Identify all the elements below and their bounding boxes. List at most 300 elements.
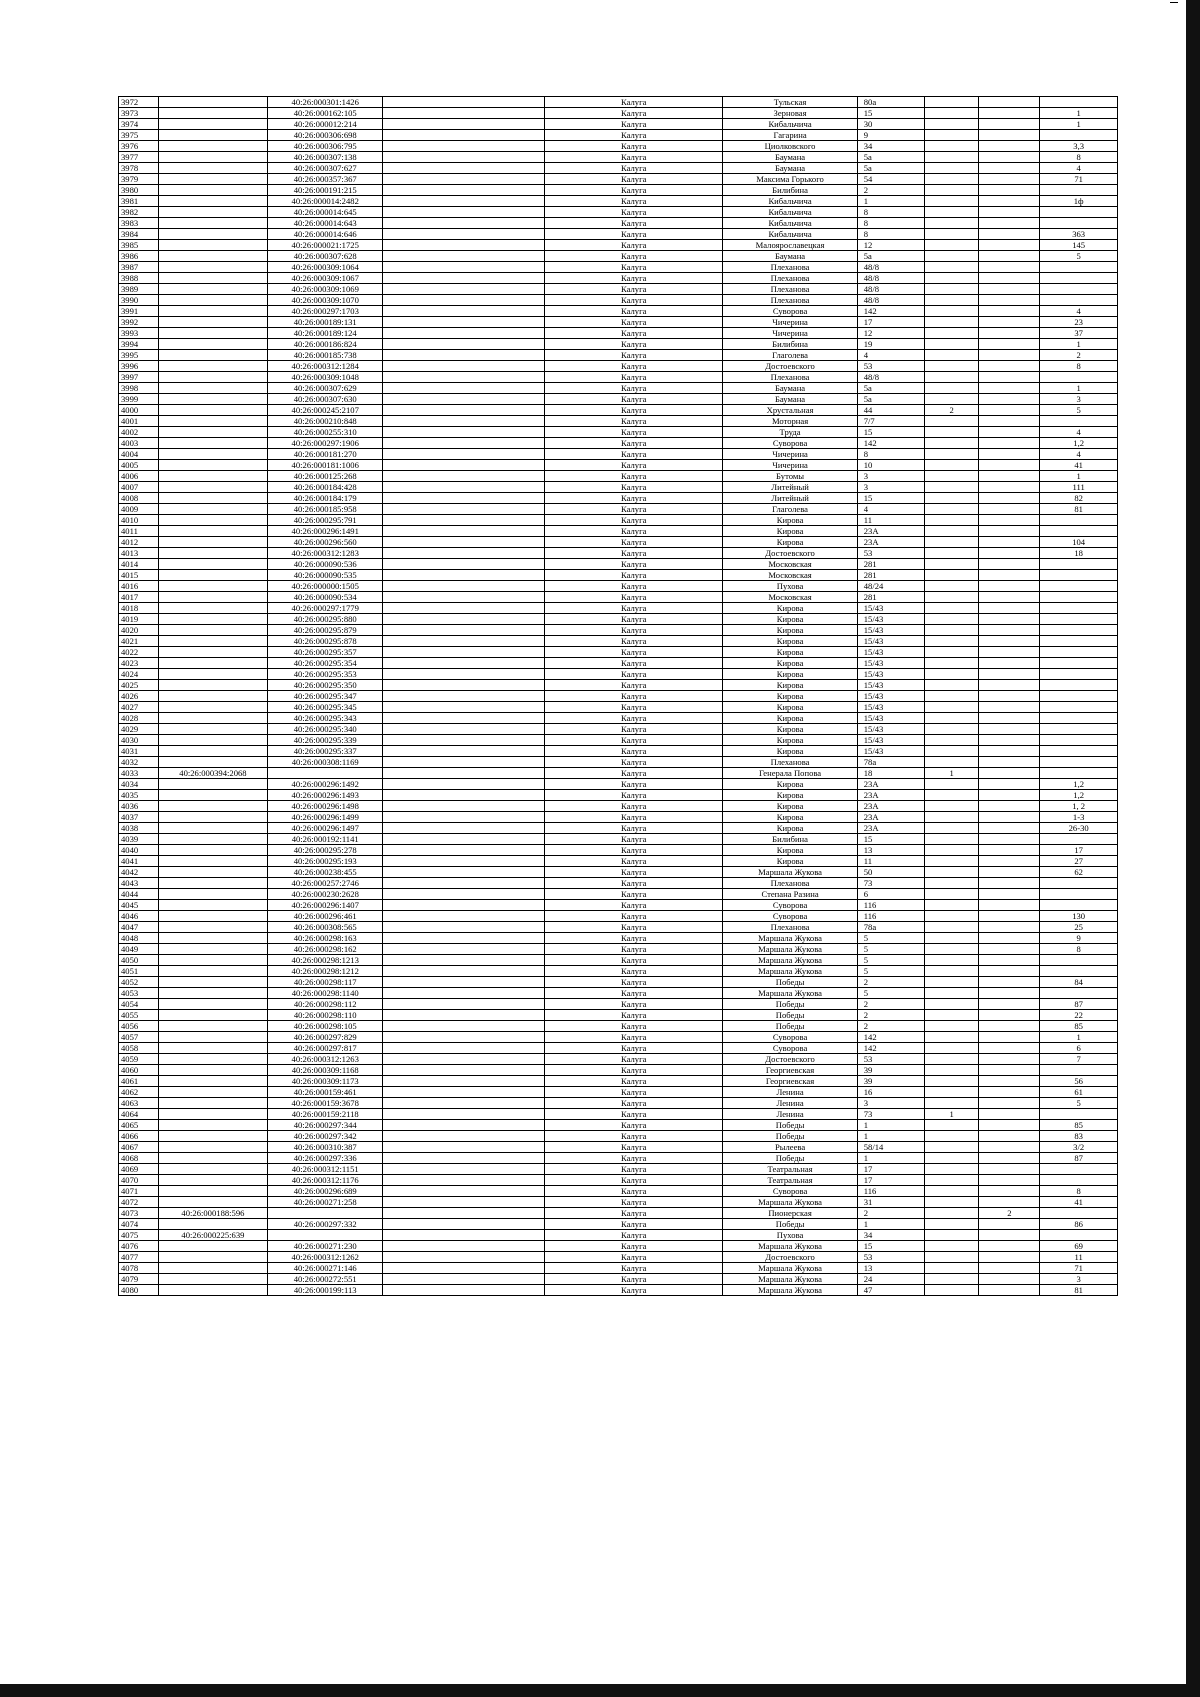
cell-cadastral — [268, 1230, 383, 1241]
cell-cadastral_old — [158, 724, 267, 735]
cell-n: 4043 — [119, 878, 159, 889]
cell-blank — [383, 900, 545, 911]
cell-cadastral_old — [158, 1142, 267, 1153]
cell-house: 80а — [857, 97, 924, 108]
cell-street: Кирова — [723, 636, 857, 647]
cell-street: Достоевского — [723, 1054, 857, 1065]
cell-cadastral_old — [158, 911, 267, 922]
cell-col_j: 86 — [1040, 1219, 1118, 1230]
cell-col_j: 41 — [1040, 460, 1118, 471]
cell-street: Чичерина — [723, 328, 857, 339]
table-row — [119, 1142, 1118, 1153]
cell-cadastral: 40:26:000298:162 — [268, 944, 383, 955]
cell-house: 4 — [857, 350, 924, 361]
cell-blank — [383, 1175, 545, 1186]
cell-col_h — [924, 647, 979, 658]
table-row — [119, 1010, 1118, 1021]
cell-n: 4037 — [119, 812, 159, 823]
cell-city: Калуга — [545, 1120, 723, 1131]
cell-blank — [383, 482, 545, 493]
cell-city: Калуга — [545, 196, 723, 207]
cell-n: 4003 — [119, 438, 159, 449]
cell-col_h — [924, 933, 979, 944]
cell-n: 4072 — [119, 1197, 159, 1208]
cell-street: Кирова — [723, 790, 857, 801]
table-row — [119, 218, 1118, 229]
cell-house: 9 — [857, 130, 924, 141]
cell-street: Хрустальная — [723, 405, 857, 416]
cell-n: 4017 — [119, 592, 159, 603]
cell-col_h — [924, 471, 979, 482]
cell-col_j: 71 — [1040, 174, 1118, 185]
cell-house: 1 — [857, 1153, 924, 1164]
cell-city: Калуга — [545, 438, 723, 449]
cell-house: 39 — [857, 1065, 924, 1076]
cell-col_j: 61 — [1040, 1087, 1118, 1098]
cell-street: Пионерская — [723, 1208, 857, 1219]
table-row — [119, 119, 1118, 130]
cell-n: 4019 — [119, 614, 159, 625]
cell-cadastral_old — [158, 878, 267, 889]
cell-street: Генерала Попова — [723, 768, 857, 779]
cell-blank — [383, 768, 545, 779]
cell-house: 281 — [857, 559, 924, 570]
cell-col_j: 85 — [1040, 1021, 1118, 1032]
cell-house: 15/43 — [857, 658, 924, 669]
cell-cadastral_old — [158, 1065, 267, 1076]
cell-col_j: 5 — [1040, 251, 1118, 262]
table-row — [119, 834, 1118, 845]
table-row — [119, 559, 1118, 570]
cell-blank — [383, 1197, 545, 1208]
cell-col_i — [979, 526, 1040, 537]
cell-col_h: 1 — [924, 1109, 979, 1120]
cell-col_j: 2 — [1040, 350, 1118, 361]
cell-city: Калуга — [545, 1043, 723, 1054]
cell-house: 5 — [857, 944, 924, 955]
cell-house: 53 — [857, 1252, 924, 1263]
cell-col_i — [979, 1219, 1040, 1230]
cell-col_j: 4 — [1040, 449, 1118, 460]
cell-col_j — [1040, 658, 1118, 669]
cell-city: Калуга — [545, 350, 723, 361]
cell-col_i — [979, 438, 1040, 449]
cell-blank — [383, 614, 545, 625]
cell-street: Кирова — [723, 812, 857, 823]
cell-cadastral_old — [158, 977, 267, 988]
cell-house: 17 — [857, 317, 924, 328]
cell-cadastral: 40:26:000307:627 — [268, 163, 383, 174]
cell-cadastral_old — [158, 999, 267, 1010]
cell-city: Калуга — [545, 779, 723, 790]
cell-col_i — [979, 1197, 1040, 1208]
cell-col_i — [979, 416, 1040, 427]
cell-blank — [383, 933, 545, 944]
cell-col_j — [1040, 614, 1118, 625]
cell-col_i — [979, 185, 1040, 196]
cell-cadastral_old — [158, 405, 267, 416]
cell-col_j — [1040, 97, 1118, 108]
cell-house: 12 — [857, 240, 924, 251]
cell-blank — [383, 570, 545, 581]
cell-cadastral_old — [158, 526, 267, 537]
cell-cadastral: 40:26:000199:113 — [268, 1285, 383, 1296]
table-row — [119, 108, 1118, 119]
cell-city: Калуга — [545, 1032, 723, 1043]
cell-n: 4075 — [119, 1230, 159, 1241]
cell-col_j — [1040, 669, 1118, 680]
cell-cadastral_old — [158, 922, 267, 933]
cell-city: Калуга — [545, 856, 723, 867]
cell-city: Калуга — [545, 1010, 723, 1021]
cell-col_i — [979, 1153, 1040, 1164]
cell-cadastral_old — [158, 757, 267, 768]
cell-blank — [383, 438, 545, 449]
cell-cadastral: 40:26:000307:629 — [268, 383, 383, 394]
cell-n: 4010 — [119, 515, 159, 526]
cell-n: 4033 — [119, 768, 159, 779]
cell-cadastral: 40:26:000184:179 — [268, 493, 383, 504]
table-row — [119, 1285, 1118, 1296]
cell-col_j: 26-30 — [1040, 823, 1118, 834]
cell-col_i — [979, 427, 1040, 438]
cell-blank — [383, 119, 545, 130]
cell-col_h — [924, 911, 979, 922]
cell-col_i — [979, 229, 1040, 240]
cell-cadastral_old — [158, 328, 267, 339]
cell-n: 3987 — [119, 262, 159, 273]
cell-cadastral_old — [158, 1043, 267, 1054]
cell-col_i — [979, 1230, 1040, 1241]
cell-col_j — [1040, 746, 1118, 757]
cell-col_j: 81 — [1040, 1285, 1118, 1296]
cell-col_i — [979, 1131, 1040, 1142]
cell-cadastral_old — [158, 493, 267, 504]
cell-cadastral: 40:26:000309:1067 — [268, 273, 383, 284]
cell-street: Кирова — [723, 526, 857, 537]
cell-col_h — [924, 416, 979, 427]
cell-n: 4018 — [119, 603, 159, 614]
cell-cadastral_old — [158, 559, 267, 570]
cell-blank — [383, 1219, 545, 1230]
cell-street: Труда — [723, 427, 857, 438]
cell-n: 4023 — [119, 658, 159, 669]
cell-col_j: 17 — [1040, 845, 1118, 856]
cell-cadastral: 40:26:000162:105 — [268, 108, 383, 119]
cell-street: Достоевского — [723, 361, 857, 372]
cell-col_h — [924, 537, 979, 548]
cell-blank — [383, 966, 545, 977]
cell-n: 4009 — [119, 504, 159, 515]
table-row — [119, 944, 1118, 955]
cell-cadastral: 40:26:000090:535 — [268, 570, 383, 581]
cell-house: 2 — [857, 1021, 924, 1032]
cell-col_h — [924, 1186, 979, 1197]
cell-col_j — [1040, 185, 1118, 196]
cell-cadastral: 40:26:000014:646 — [268, 229, 383, 240]
cell-city: Калуга — [545, 405, 723, 416]
cell-blank — [383, 1021, 545, 1032]
cell-blank — [383, 1186, 545, 1197]
cell-col_h — [924, 603, 979, 614]
table-row — [119, 812, 1118, 823]
cell-col_h — [924, 1087, 979, 1098]
cell-n: 4032 — [119, 757, 159, 768]
cell-street: Кирова — [723, 647, 857, 658]
cell-col_j — [1040, 1230, 1118, 1241]
cell-col_h — [924, 1175, 979, 1186]
cell-cadastral: 40:26:000012:214 — [268, 119, 383, 130]
cell-blank — [383, 801, 545, 812]
cell-cadastral_old — [158, 482, 267, 493]
cell-n: 3996 — [119, 361, 159, 372]
cell-cadastral_old — [158, 372, 267, 383]
table-row — [119, 548, 1118, 559]
cell-col_i — [979, 1032, 1040, 1043]
cell-house: 48/8 — [857, 262, 924, 273]
cell-street: Литейный — [723, 493, 857, 504]
table-row — [119, 405, 1118, 416]
cell-col_h — [924, 746, 979, 757]
table-row — [119, 295, 1118, 306]
cell-blank — [383, 999, 545, 1010]
cell-city: Калуга — [545, 933, 723, 944]
cell-street: Малоярославецкая — [723, 240, 857, 251]
cell-blank — [383, 856, 545, 867]
cell-cadastral_old — [158, 427, 267, 438]
table-row — [119, 768, 1118, 779]
table-row — [119, 416, 1118, 427]
cell-city: Калуга — [545, 119, 723, 130]
table-row — [119, 1263, 1118, 1274]
cell-blank — [383, 1208, 545, 1219]
cell-col_i — [979, 592, 1040, 603]
cell-cadastral: 40:26:000295:340 — [268, 724, 383, 735]
cell-cadastral_old — [158, 669, 267, 680]
cell-house: 15/43 — [857, 636, 924, 647]
cell-city: Калуга — [545, 1087, 723, 1098]
cell-n: 4039 — [119, 834, 159, 845]
cell-street: Плеханова — [723, 262, 857, 273]
cell-cadastral: 40:26:000295:791 — [268, 515, 383, 526]
cell-n: 4034 — [119, 779, 159, 790]
cell-col_h — [924, 834, 979, 845]
cell-street: Глаголева — [723, 504, 857, 515]
cell-col_i — [979, 966, 1040, 977]
cell-city: Калуга — [545, 108, 723, 119]
cell-cadastral_old — [158, 680, 267, 691]
cell-col_i — [979, 812, 1040, 823]
cell-col_i — [979, 97, 1040, 108]
cell-house: 31 — [857, 1197, 924, 1208]
cell-city: Калуга — [545, 878, 723, 889]
table-row — [119, 141, 1118, 152]
cell-cadastral_old — [158, 581, 267, 592]
cell-street: Кибальчича — [723, 229, 857, 240]
cell-street: Чичерина — [723, 460, 857, 471]
cell-col_j: 85 — [1040, 1120, 1118, 1131]
cell-blank — [383, 1076, 545, 1087]
cell-col_h — [924, 350, 979, 361]
cell-col_h — [924, 185, 979, 196]
cell-house: 15 — [857, 427, 924, 438]
cell-cadastral: 40:26:000297:342 — [268, 1131, 383, 1142]
cell-blank — [383, 526, 545, 537]
cell-street: Маршала Жукова — [723, 955, 857, 966]
cell-blank — [383, 636, 545, 647]
cell-street: Литейный — [723, 482, 857, 493]
cell-house: 15/43 — [857, 746, 924, 757]
cell-col_j: 5 — [1040, 405, 1118, 416]
cell-cadastral: 40:26:000295:879 — [268, 625, 383, 636]
cell-col_h — [924, 691, 979, 702]
table-row — [119, 1219, 1118, 1230]
cell-col_i — [979, 504, 1040, 515]
cell-col_h — [924, 790, 979, 801]
cell-cadastral_old — [158, 262, 267, 273]
cell-city: Калуга — [545, 240, 723, 251]
cell-n: 4077 — [119, 1252, 159, 1263]
cell-col_i — [979, 1021, 1040, 1032]
cell-col_h — [924, 295, 979, 306]
cell-cadastral_old — [158, 306, 267, 317]
cell-house: 53 — [857, 548, 924, 559]
cell-col_h — [924, 1153, 979, 1164]
table-row — [119, 658, 1118, 669]
cell-n: 3995 — [119, 350, 159, 361]
cell-blank — [383, 955, 545, 966]
cell-house: 1 — [857, 1120, 924, 1131]
cell-house: 34 — [857, 1230, 924, 1241]
cell-street: Билибина — [723, 185, 857, 196]
cell-city: Калуга — [545, 603, 723, 614]
cell-col_h — [924, 922, 979, 933]
cell-col_h — [924, 1142, 979, 1153]
cell-col_i — [979, 900, 1040, 911]
cell-street: Циолковского — [723, 141, 857, 152]
table-row — [119, 933, 1118, 944]
table-row — [119, 174, 1118, 185]
cell-street: Георгиевская — [723, 1076, 857, 1087]
cell-city: Калуга — [545, 812, 723, 823]
cell-cadastral: 40:26:000312:1263 — [268, 1054, 383, 1065]
cell-n: 3982 — [119, 207, 159, 218]
table-row — [119, 1120, 1118, 1131]
cell-col_h — [924, 680, 979, 691]
cell-street: Плеханова — [723, 878, 857, 889]
cell-cadastral: 40:26:000271:230 — [268, 1241, 383, 1252]
cell-col_i — [979, 999, 1040, 1010]
cell-n: 4005 — [119, 460, 159, 471]
cell-cadastral: 40:26:000295:878 — [268, 636, 383, 647]
cell-col_i — [979, 911, 1040, 922]
cell-street: Кирова — [723, 603, 857, 614]
cell-city: Калуга — [545, 724, 723, 735]
cell-col_i — [979, 713, 1040, 724]
cell-n: 4064 — [119, 1109, 159, 1120]
cell-n: 4004 — [119, 449, 159, 460]
cell-house: 2 — [857, 185, 924, 196]
cell-col_j: 4 — [1040, 427, 1118, 438]
cell-cadastral_old: 40:26:000188:596 — [158, 1208, 267, 1219]
cell-house: 142 — [857, 306, 924, 317]
cell-house: 78а — [857, 922, 924, 933]
cell-house: 13 — [857, 1263, 924, 1274]
cell-blank — [383, 383, 545, 394]
cell-blank — [383, 273, 545, 284]
cell-col_j — [1040, 768, 1118, 779]
cell-col_j: 1 — [1040, 471, 1118, 482]
cell-col_h — [924, 1131, 979, 1142]
cell-col_i — [979, 1076, 1040, 1087]
cell-street: Кирова — [723, 658, 857, 669]
cell-city: Калуга — [545, 1131, 723, 1142]
cell-cadastral: 40:26:000309:1070 — [268, 295, 383, 306]
cell-street: Победы — [723, 1021, 857, 1032]
cell-col_i — [979, 295, 1040, 306]
cell-street: Суворова — [723, 438, 857, 449]
cell-col_j — [1040, 1208, 1118, 1219]
cell-cadastral: 40:26:000295:345 — [268, 702, 383, 713]
cell-cadastral: 40:26:000295:343 — [268, 713, 383, 724]
table-row — [119, 361, 1118, 372]
cell-cadastral: 40:26:000295:353 — [268, 669, 383, 680]
cell-street: Победы — [723, 977, 857, 988]
cell-col_j — [1040, 900, 1118, 911]
table-row — [119, 152, 1118, 163]
cell-blank — [383, 229, 545, 240]
cell-street: Маршала Жукова — [723, 1241, 857, 1252]
cell-col_i — [979, 867, 1040, 878]
cell-cadastral_old — [158, 1098, 267, 1109]
cell-city: Калуга — [545, 1076, 723, 1087]
cell-cadastral: 40:26:000295:193 — [268, 856, 383, 867]
cell-col_i — [979, 493, 1040, 504]
cell-col_i — [979, 1263, 1040, 1274]
cell-street: Маршала Жукова — [723, 933, 857, 944]
cell-col_h — [924, 174, 979, 185]
cell-blank — [383, 97, 545, 108]
cell-city: Калуга — [545, 526, 723, 537]
cell-street: Московская — [723, 592, 857, 603]
cell-cadastral_old — [158, 449, 267, 460]
cell-city: Калуга — [545, 1109, 723, 1120]
cell-col_i — [979, 1164, 1040, 1175]
cell-col_i — [979, 119, 1040, 130]
cell-n: 4073 — [119, 1208, 159, 1219]
cell-blank — [383, 185, 545, 196]
cell-col_j: 56 — [1040, 1076, 1118, 1087]
cell-cadastral_old — [158, 746, 267, 757]
cell-col_h — [924, 735, 979, 746]
table-row — [119, 537, 1118, 548]
table-row — [119, 977, 1118, 988]
cell-col_h — [924, 1043, 979, 1054]
cell-col_h — [924, 1010, 979, 1021]
cell-city: Калуга — [545, 559, 723, 570]
cell-house: 30 — [857, 119, 924, 130]
cell-cadastral: 40:26:000312:1284 — [268, 361, 383, 372]
cell-col_i — [979, 889, 1040, 900]
cell-street: Ленина — [723, 1109, 857, 1120]
cell-cadastral_old — [158, 537, 267, 548]
cell-n: 3979 — [119, 174, 159, 185]
cell-blank — [383, 625, 545, 636]
cell-n: 4013 — [119, 548, 159, 559]
table-row — [119, 900, 1118, 911]
cell-cadastral_old — [158, 295, 267, 306]
cell-house: 8 — [857, 229, 924, 240]
